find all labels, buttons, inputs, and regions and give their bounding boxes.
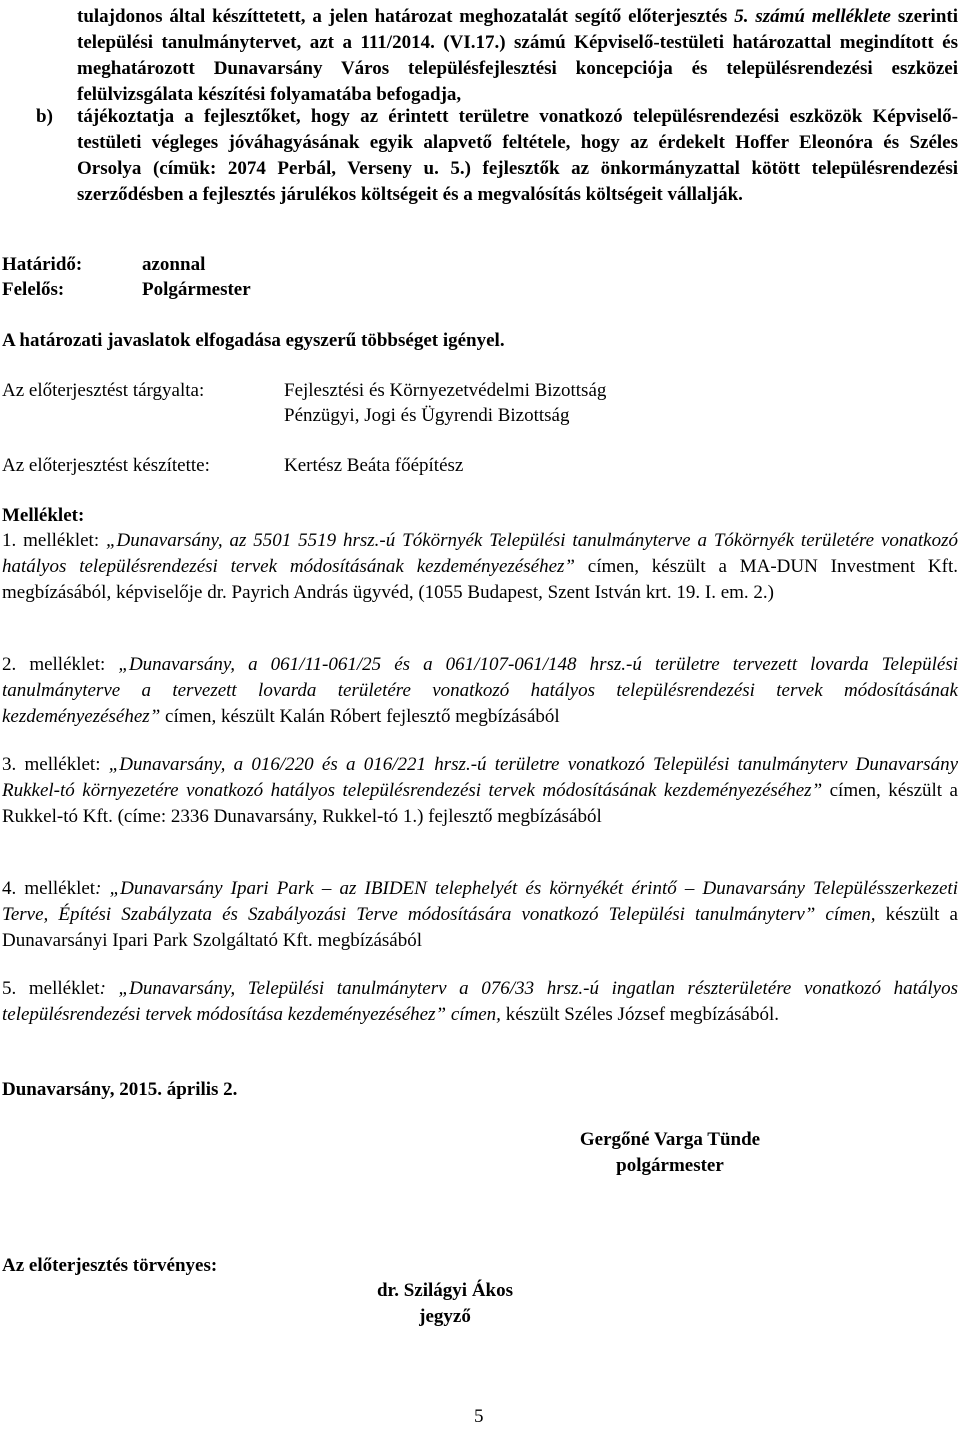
responsible-label: Felelős:	[2, 279, 65, 300]
attachment-3-lead: 3. melléklet:	[2, 754, 109, 775]
attachment-4	[2, 876, 958, 954]
discussed-by-label: Az előterjesztést tárgyalta:	[2, 380, 205, 401]
attachment-1-rest: címen, készült a MA-DUN Investment Kft. megbízásából, képviselője dr. Payrich András ügyvéd, (1055 Budapest, Szent István krt. 19. I. em. 2.)	[2, 556, 958, 603]
attachments-heading: Melléklet:	[2, 505, 85, 526]
discussed-by-committee-2: Pénzügyi, Jogi és Ügyrendi Bizottság	[284, 405, 570, 426]
attachment-3	[2, 752, 958, 830]
item-a-text-end: szerinti települési tanulmánytervet, azt a 111/2014. (VI.17.) számú Képviselő-testületi határozattal megindított és meghatározott Dunavarsány Város településfejlesztési koncepciója és településrendezési eszközei felülvizsgálata készítési folyamatába befogadja,	[77, 6, 958, 105]
attachment-3-title: „Dunavarsány, a 016/220 és a 016/221 hrsz.-ú területre vonatkozó Települési tanulmányterv Dunavarsány Rukkel-tó környezetére vonatkozó hatályos településrendezési tervek módosításának kezdeményezéséhez”	[2, 754, 958, 801]
mayor-signature-block	[545, 1127, 795, 1179]
attachment-4-rest: készült a Dunavarsányi Ipari Park Szolgáltató Kft. megbízásából	[2, 904, 958, 951]
item-b-marker: b)	[36, 106, 53, 127]
notary-signature-block	[330, 1278, 560, 1330]
attachment-2-title: „Dunavarsány, a 061/11-061/25 és a 061/107-061/148 hrsz.-ú területre tervezett lovarda Települési tanulmányterve a tervezett lovarda területére vonatkozó hatályos településrendezési tervek módosításának kezdeményezéséhez”	[2, 654, 958, 727]
attachment-2	[2, 652, 958, 730]
attachment-1-title: „Dunavarsány, az 5501 5519 hrsz.-ú Tókörnyék Települési tanulmányterve a Tókörnyék területére vonatkozó hatályos településrendezési tervek módosításának kezdeményezéséhez”	[2, 530, 958, 577]
attachment-5-title: : „Dunavarsány, Települési tanulmányterv a 076/33 hrsz.-ú ingatlan részterületére vonatkozó hatályos településrendezési tervek módosítása kezdeményezéséhez” címen,	[2, 978, 958, 1025]
legal-label: Az előterjesztés törvényes:	[2, 1255, 218, 1276]
mayor-title: polgármester	[616, 1155, 724, 1176]
prepared-by-value: Kertész Beáta főépítész	[284, 455, 464, 476]
item-a-italic-ref: 5. számú melléklete	[734, 6, 891, 27]
deadline-value: azonnal	[142, 254, 206, 275]
attachment-5-lead: 5. melléklet	[2, 978, 100, 999]
notary-name: dr. Szilágyi Ákos	[376, 1280, 514, 1301]
prepared-by-label: Az előterjesztést készítette:	[2, 455, 210, 476]
item-b-text: tájékoztatja a fejlesztőket, hogy az érintett területre vonatkozó településrendezési eszközök Képviselő-testületi végleges jóváhagyásának egyik alapvető feltétele, hogy az érdekelt Hoffer Eleonóra és Széles Orsolya (címük: 2074 Perbál, Verseny u. 5.) fejlesztők az önkormányzattal kötött településrendezési szerződésben a fejlesztés járulékos költségeit és a megvalósítás költségeit vállalják.	[77, 106, 958, 205]
deadline-label: Határidő:	[2, 254, 83, 275]
attachment-2-rest: címen, készült Kalán Róbert fejlesztő megbízásából	[160, 706, 560, 727]
attachment-4-title: : „Dunavarsány Ipari Park – az IBIDEN telephelyét és környékét érintő – Dunavarsány Településszerkezeti Terve, Építési Szabályzata és Szabályozási Terve módosítására vonatkozó Települési tanulmányterv” címen,	[2, 878, 958, 925]
attachment-1-lead: 1. melléklet:	[2, 530, 106, 551]
item-a-continuation	[77, 4, 958, 108]
item-a-text-start: tulajdonos által készíttetett, a jelen határozat meghozatalát segítő előterjesztés	[77, 6, 735, 27]
attachment-2-lead: 2. melléklet:	[2, 654, 119, 675]
attachment-1	[2, 528, 958, 606]
place-date: Dunavarsány, 2015. április 2.	[2, 1079, 238, 1100]
attachment-5-rest: készült Széles József megbízásából.	[500, 1004, 779, 1025]
attachment-4-lead: 4. melléklet	[2, 878, 96, 899]
discussed-by-committee-1: Fejlesztési és Környezetvédelmi Bizottság	[284, 380, 607, 401]
notary-title: jegyző	[419, 1306, 471, 1327]
attachment-5	[2, 976, 958, 1028]
responsible-value: Polgármester	[142, 279, 251, 300]
majority-note: A határozati javaslatok elfogadása egyszerű többséget igényel.	[2, 330, 505, 351]
attachment-3-rest: címen, készült a Rukkel-tó Kft. (címe: 2336 Dunavarsány, Rukkel-tó 1.) fejlesztő megbízásából	[2, 780, 958, 827]
page-number: 5	[474, 1406, 484, 1427]
mayor-name: Gergőné Varga Tünde	[579, 1129, 761, 1150]
